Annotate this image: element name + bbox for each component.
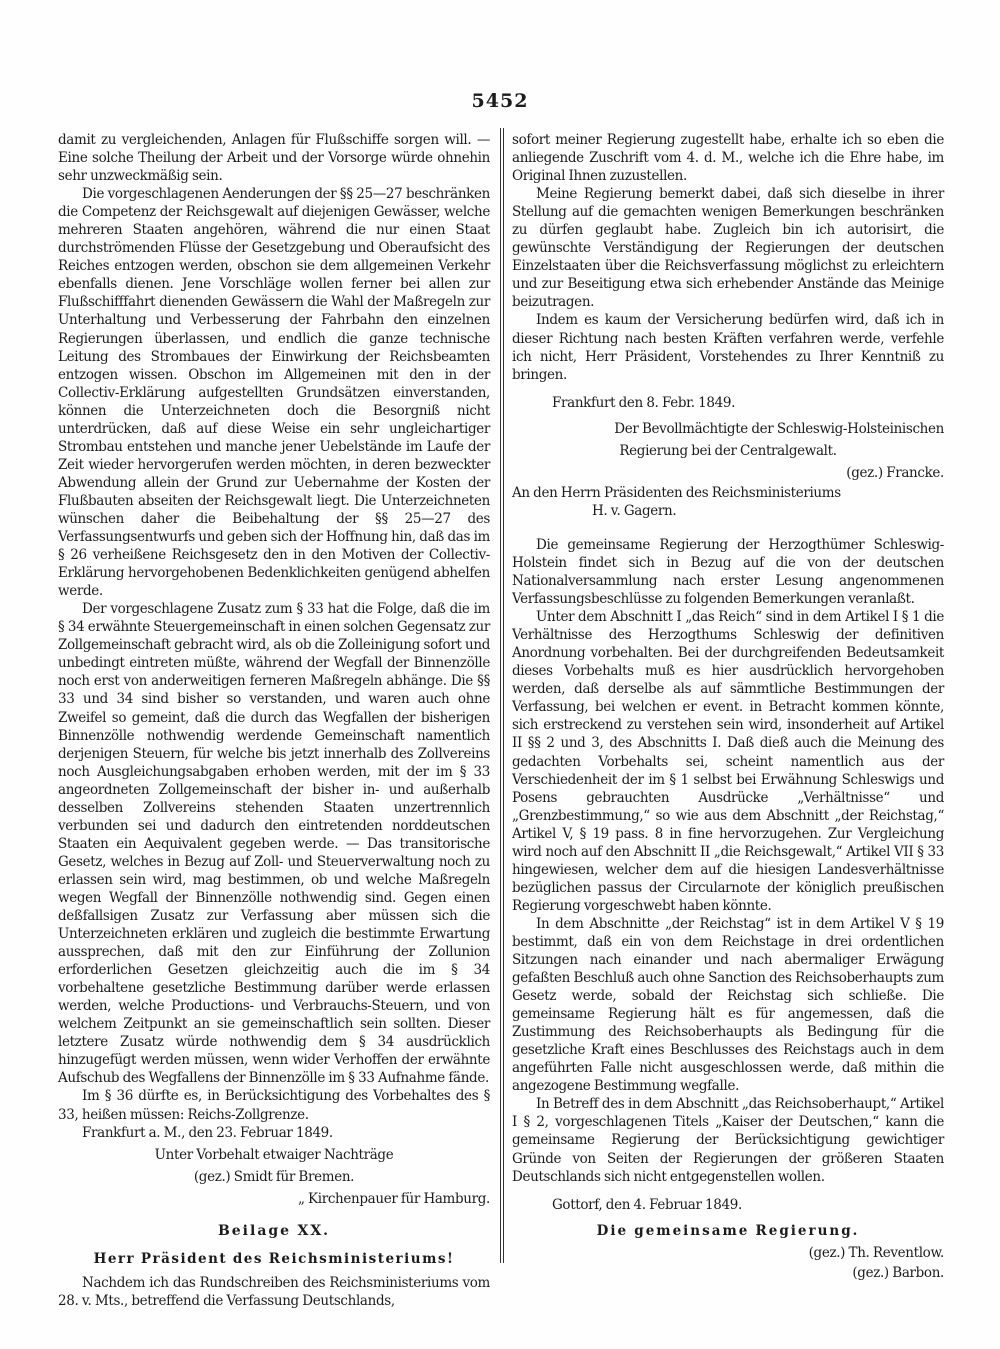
column-divider [500, 128, 504, 1263]
plenipotentiary-line-1: Der Bevollmächtigte der Schleswig-Holsteinischen [614, 420, 944, 437]
left-column [58, 131, 490, 1310]
date-line: Frankfurt den 8. Febr. 1849. [552, 394, 736, 411]
government-heading: Die gemeinsame Regierung. [596, 1222, 860, 1239]
reservation-note: Unter Vorbehalt etwaiger Nachträge [154, 1146, 394, 1163]
paragraph: Die vorgeschlagenen Aenderungen der §§ 25—27 beschränken die Competenz der Reichsgewalt auf diejenigen Gewässer, welche mehreren Staaten angehören, während die nur einen Staat durchströmenden Flüsse der Gesetzgebung und Oberaufsicht des Reiches entzogen werden, obschon sie dem allgemeinen Verkehr ebenfalls dienen. Jene Vorschläge wollen ferner bei allen zur Flußschifffahrt dienenden Gewässern die Wahl der Maßregeln zur Unterhaltung und Verbesserung der Fahrbahn den einzelnen Regierungen überlassen, und endlich die ganze technische Leitung des Strombaues der Einwirkung der Reichsbeamten entzogen wissen. Obschon im Allgemeinen mit den in der Collectiv-Erklärung aufgestellten Grundsätzen einverstanden, können die Unterzeichneten doch die Besorgniß nicht unterdrücken, daß auf diese Weise ein sehr ungleichartiger Strombau entstehen und manche jener Uebelstände im Laufe der Zeit wieder hervorgerufen werden möchten, in deren bezweckter Abwendung allein der Grund zur Uebernahme der Kosten der Flußbauten abseiten der Reichsgewalt liegt. Die Unterzeichneten wünschen daher die Beibehaltung der §§ 25—27 des Verfassungsentwurfs und geben sich der Hoffnung hin, daß das im § 26 verheißene Reichsgesetz den in den Motiven der Collectiv-Erklärung hervorgehobenen Bedenklichkeiten genügend abhelfen werde. [58, 186, 490, 600]
address-line-1: An den Herrn Präsidenten des Reichsministeriums [512, 484, 841, 501]
address-line-2: H. v. Gagern. [592, 502, 677, 519]
paragraph: Nachdem ich das Rundschreiben des Reichsministeriums vom 28. v. Mts., betreffend die Verfassung Deutschlands, [58, 1274, 490, 1309]
signature-francke: (gez.) Francke. [846, 464, 944, 481]
gottorf-date-line: Gottorf, den 4. Februar 1849. [552, 1196, 742, 1213]
paragraph: damit zu vergleichenden, Anlagen für Flußschiffe sorgen will. — Eine solche Theilung der Arbeit und der Vorsorge würde ohnehin sehr unzweckmäßig sein. [58, 132, 490, 185]
right-column [512, 131, 944, 1284]
paragraph: Indem es kaum der Versicherung bedürfen wird, daß ich in dieser Richtung nach besten Kräften verfahren werde, verfehle ich nicht, Herr Präsident, Vorstehendes zu Ihrer Kenntniß zu bringen. [512, 312, 944, 383]
paragraph: In Betreff des in dem Abschnitt „das Reichsoberhaupt,“ Artikel I § 2, vorgeschlagenen Titels „Kaiser der Deutschen,“ kann die gemeinsame Regierung der Berücksichtigung gewichtiger Gründe von Seiten der Regierungen der größeren Staaten Deutschlands sich nicht entgegenstellen wollen. [512, 1096, 944, 1185]
paragraph: Im § 36 dürfte es, in Berücksichtigung des Vorbehaltes des § 33, heißen müssen: Reichs-Zollgrenze. [58, 1088, 490, 1123]
paragraph: Die gemeinsame Regierung der Herzogthümer Schleswig-Holstein findet sich in Bezug auf die von der deutschen Nationalversammlung nach erster Lesung angenommenen Verfassungsbeschlüsse zu folgenden Bemerkungen veranlaßt. [512, 536, 944, 608]
signature-barbon: (gez.) Barbon. [852, 1264, 944, 1281]
beilage-heading: Beilage XX. [217, 1222, 331, 1239]
paragraph: Meine Regierung bemerkt dabei, daß sich dieselbe in ihrer Stellung auf die gemachten wenigen Bemerkungen beschränken zu dürfen geglaubt habe. Zugleich bin ich autorisirt, die gewünschte Verständigung der Regierungen der deutschen Einzelstaaten über die Reichsverfassung möglichst zu erleichtern und zur Beseitigung etwa sich erhebender Anstände das Meinige beizutragen. [512, 186, 944, 311]
paragraph: Der vorgeschlagene Zusatz zum § 33 hat die Folge, daß die im § 34 erwähnte Steuergemeinschaft in einen solchen Gegensatz zur Zollgemeinschaft gebracht wird, als ob die Zolleinigung sofort und unbedingt eintreten müßte, während der Wegfall der Binnenzölle noch erst von anderweitigen ferneren Maßregeln abhänge. Die §§ 33 und 34 sind bisher so verstanden, und waren auch ohne Zweifel so gemeint, daß die durch das Wegfallen der bisherigen Binnenzölle nothwendig werdende Gemeinschaft namentlich derjenigen Steuern, für welche bis jetzt innerhalb des Zollvereins noch Ausgleichungsabgaben erhoben werden, mit der im § 33 angeordneten Zollgemeinschaft der bisher in- und außerhalb desselben Zollvereins stehenden Staaten unzertrennlich verbunden sei und dadurch den eintretenden norddeutschen Staaten ein Aequivalent gegeben werde. — Das transitorische Gesetz, welches in Bezug auf Zoll- und Steuerverwaltung noch zu erlassen sein wird, mag bestimmen, ob und welche Maßregeln wegen Wegfall der Binnenzölle nothwendig sind. Gegen einen deßfallsigen Zusatz zur Verfassung aber müssen sich die Unterzeichneten erklären und zugleich die bestimmte Erwartung aussprechen, daß mit den zur Einführung der Zollunion erforderlichen Gesetzen gleichzeitig auch die im § 34 vorbehaltene gesetzliche Bestimmung darüber werde erlassen werden, welche Productions- und Verbrauchs-Steuern, und von welchem Zeitpunkt an sie gemeinschaftlich sein sollten. Dieser letztere Zusatz würde nothwendig dem § 34 ausdrücklich hinzugefügt werden müssen, wenn wider Verhoffen der erwähnte Aufschub des Wegfallens der Binnenzölle im § 33 Aufnahme fände. [58, 601, 490, 1087]
paragraph: Unter dem Abschnitt I „das Reich“ sind in dem Artikel I § 1 die Verhältnisse des Herzogthums Schleswig der definitiven Anordnung vorbehalten. Bei der durchgreifenden Bedeutsamkeit dieses Vorbehalts muß es hier ausdrücklich hervorgehoben werden, daß derselbe als auf sämmtliche Bestimmungen der Verfassung, bei welchen er event. in Betracht kommen könnte, sich erstreckend zu verstehen sein wird, insonderheit auf Artikel II §§ 2 und 3, des Abschnitts I. Daß dieß auch die Meinung des gedachten Vorbehalts sei, scheint namentlich aus der Verschiedenheit der im § 1 selbst bei Erwähnung Schleswigs und Posens gebrauchten Ausdrücke „Verhältnisse“ und „Grenzbestimmung,“ so wie aus dem Abschnitt „der Reichstag,“ Artikel V, § 19 pass. 8 in fine hervorzugehen. Zur Vergleichung wird noch auf den Abschnitt II „die Reichsgewalt,“ Artikel VII § 33 hingewiesen, welcher dem auf die hiesigen Landesverhältnisse bezüglichen passus der Circularnote der königlich preußischen Regierung vorgeschwebt haben könnte. [512, 609, 944, 914]
signature-kirchenpauer: „ Kirchenpauer für Hamburg. [297, 1190, 490, 1207]
signature-smidt: (gez.) Smidt für Bremen. [193, 1168, 355, 1185]
date-line: Frankfurt a. M., den 23. Februar 1849. [82, 1124, 333, 1141]
signature-reventlow: (gez.) Th. Reventlow. [808, 1244, 944, 1261]
page-number: 5452 [471, 90, 529, 112]
paragraph: In dem Abschnitte „der Reichstag“ ist in dem Artikel V § 19 bestimmt, daß ein von dem Reichstage in drei ordentlichen Sitzungen nach einander und nach abermaliger Erwägung gefaßten Beschluß auch ohne Sanction des Reichsoberhaupts zum Gesetz werde, sobald der Reichstag sich schließe. Die gemeinsame Regierung hält es für angemessen, daß die Zustimmung des Reichsoberhaupts als Bedingung für die gesetzliche Kraft eines Beschlusses des Reichstags auch in dem angeführten Falle nicht ausgeschlossen werde, daß mithin die angezogene Bestimmung wegfalle. [512, 915, 944, 1095]
salutation: Herr Präsident des Reichsministeriums! [93, 1250, 455, 1267]
paragraph: sofort meiner Regierung zugestellt habe, erhalte ich so eben die anliegende Zuschrift vom 4. d. M., welche ich die Ehre habe, im Original Ihnen zuzustellen. [512, 132, 944, 185]
plenipotentiary-line-2: Regierung bei der Centralgewalt. [619, 442, 837, 459]
